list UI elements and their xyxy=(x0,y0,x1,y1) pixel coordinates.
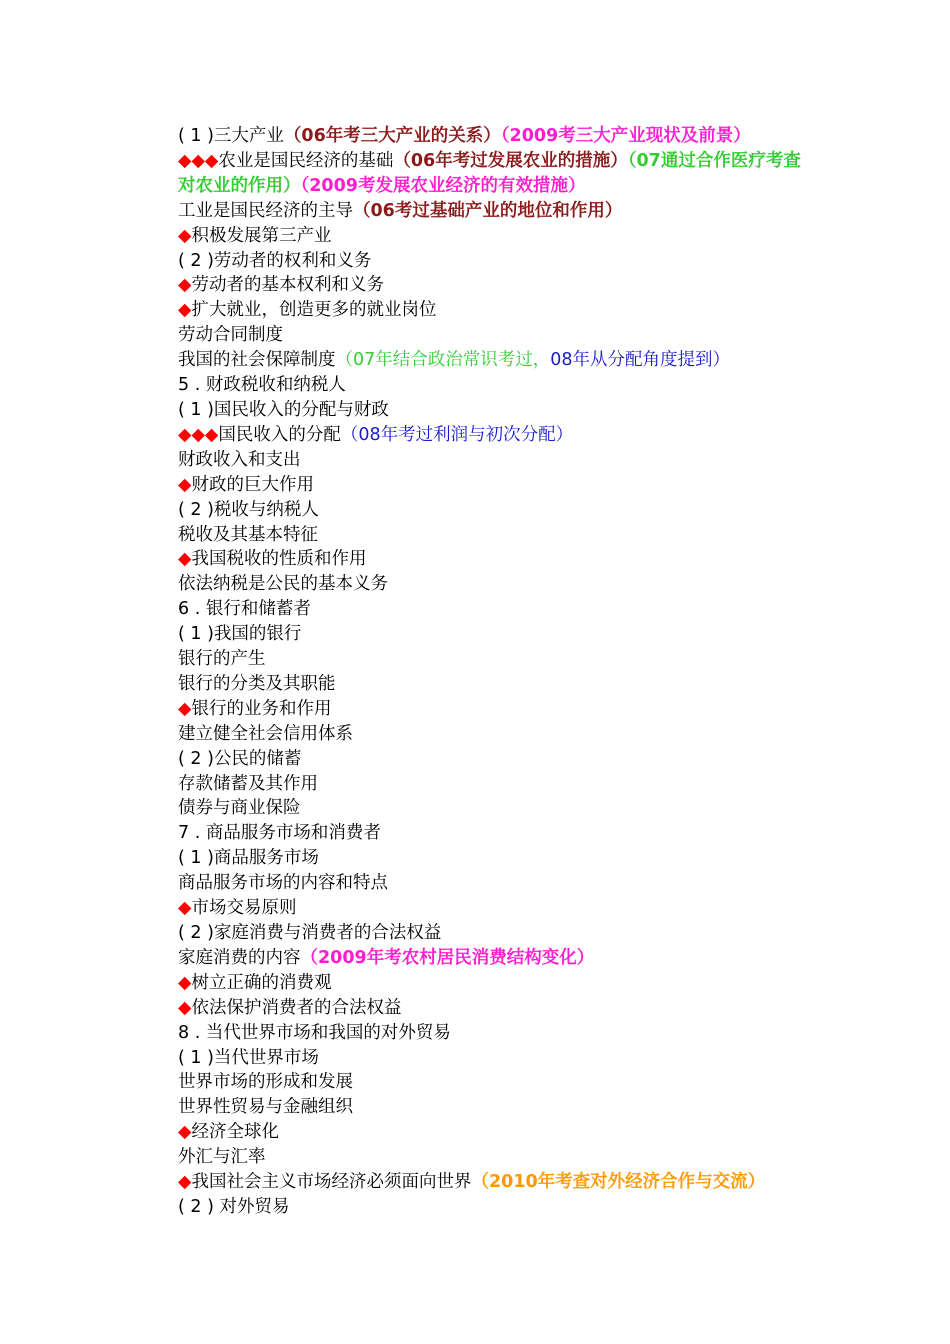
diamond-bullet-icon: ◆ xyxy=(178,474,192,495)
outline-line xyxy=(178,697,818,722)
line-text: 建立健全社会信用体系 xyxy=(178,723,353,744)
line-text: 6 . 银行和储蓄者 xyxy=(178,599,311,620)
exam-note: （06考过基础产业的地位和作用） xyxy=(353,200,623,221)
outline-line xyxy=(178,1170,818,1195)
line-text: 树立正确的消费观 xyxy=(191,972,332,993)
outline-line xyxy=(178,846,818,871)
exam-note: （2009年考农村居民消费结构变化） xyxy=(300,947,595,968)
outline-line xyxy=(178,572,818,597)
line-text: 世界市场的形成和发展 xyxy=(178,1072,353,1093)
outline-line xyxy=(178,323,818,348)
line-text: 依法保护消费者的合法权益 xyxy=(191,997,402,1018)
line-text: 银行的产生 xyxy=(178,649,266,670)
line-text: 税收及其基本特征 xyxy=(178,524,318,545)
outline-line xyxy=(178,523,818,548)
outline-line xyxy=(178,348,818,373)
line-text: 国民收入的分配 xyxy=(218,424,341,445)
exam-note: （2009考三大产业现状及前景） xyxy=(500,126,751,146)
line-text: 我国税收的性质和作用 xyxy=(191,549,367,570)
outline-line xyxy=(178,423,818,448)
outline-line xyxy=(178,448,818,473)
line-text: 银行的业务和作用 xyxy=(191,698,332,719)
line-text: 财政收入和支出 xyxy=(178,449,301,470)
outline-line xyxy=(178,597,818,622)
outline-line xyxy=(178,821,818,846)
line-text: 市场交易原则 xyxy=(191,898,297,919)
line-text: 积极发展第三产业 xyxy=(191,225,332,246)
line-text: ( 1 )国民收入的分配与财政 xyxy=(178,399,389,420)
diamond-bullet-icon: ◆ xyxy=(178,300,192,321)
diamond-bullet-icon: ◆ xyxy=(178,698,192,719)
outline-line xyxy=(178,921,818,946)
exam-note: （08年考过利润与初次分配） xyxy=(340,424,574,445)
outline-line xyxy=(178,547,818,572)
outline-line xyxy=(178,273,818,298)
line-text: 世界性贸易与金融组织 xyxy=(178,1097,353,1118)
line-text: 外汇与汇率 xyxy=(178,1147,266,1168)
line-text: 扩大就业，创造更多的就业岗位 xyxy=(191,300,437,321)
outline-line xyxy=(178,1195,818,1220)
line-text: 债券与商业保险 xyxy=(178,798,301,819)
line-text: ( 1 )商品服务市场 xyxy=(178,848,319,869)
outline-line xyxy=(178,647,818,672)
line-text: 劳动者的基本权利和义务 xyxy=(191,275,384,296)
line-text: 8 . 当代世界市场和我国的对外贸易 xyxy=(178,1022,451,1043)
outline-line xyxy=(178,249,818,274)
line-text: 依法纳税是公民的基本义务 xyxy=(178,574,388,595)
outline-content xyxy=(178,124,818,1220)
exam-note: 08年从分配角度提到） xyxy=(550,350,731,371)
outline-line xyxy=(178,946,818,971)
outline-line xyxy=(178,1021,818,1046)
diamond-bullet-icon: ◆ xyxy=(178,898,192,919)
line-text: 劳动合同制度 xyxy=(178,325,283,346)
line-text: ( 2 )税收与纳税人 xyxy=(178,499,319,520)
outline-line xyxy=(178,1145,818,1170)
diamond-bullet-icon: ◆ xyxy=(178,275,192,296)
outline-line xyxy=(178,772,818,797)
outline-line xyxy=(178,124,818,149)
line-text: 5 . 财政税收和纳税人 xyxy=(178,375,346,396)
diamond-bullet-icon: ◆ xyxy=(178,549,192,570)
outline-line xyxy=(178,996,818,1021)
outline-line xyxy=(178,224,818,249)
line-text: ( 2 )公民的储蓄 xyxy=(178,748,302,769)
line-text: 7 . 商品服务市场和消费者 xyxy=(178,823,381,844)
outline-line xyxy=(178,622,818,647)
line-text: ( 2 )家庭消费与消费者的合法权益 xyxy=(178,923,442,943)
outline-line xyxy=(178,1046,818,1071)
exam-note: （2009考发展农业经济的有效措施） xyxy=(300,175,586,196)
line-text: 经济全球化 xyxy=(191,1122,279,1143)
line-text: 我国的社会保障制度 xyxy=(178,350,336,371)
diamond-bullet-icon: ◆ xyxy=(178,225,192,246)
diamond-bullet-icon: ◆ xyxy=(178,972,192,993)
line-text: 工业是国民经济的主导 xyxy=(178,200,353,221)
outline-line xyxy=(178,298,818,323)
line-text: 银行的分类及其职能 xyxy=(178,673,336,694)
line-text: 存款储蓄及其作用 xyxy=(178,773,318,794)
outline-line xyxy=(178,1070,818,1095)
outline-line xyxy=(178,796,818,821)
line-text: ( 2 )劳动者的权利和义务 xyxy=(178,250,372,271)
outline-line xyxy=(178,896,818,921)
outline-line xyxy=(178,373,818,398)
outline-line xyxy=(178,149,818,199)
outline-line xyxy=(178,871,818,896)
outline-line xyxy=(178,747,818,772)
line-text: 商品服务市场的内容和特点 xyxy=(178,873,388,894)
line-text: ( 1 )三大产业 xyxy=(178,126,284,146)
outline-line xyxy=(178,1095,818,1120)
diamond-bullet-icon: ◆ xyxy=(178,1122,192,1143)
outline-line xyxy=(178,498,818,523)
line-text: 我国社会主义市场经济必须面向世界 xyxy=(191,1172,472,1193)
outline-line xyxy=(178,722,818,747)
diamond-bullet-icon: ◆◆◆ xyxy=(178,150,219,171)
outline-line xyxy=(178,1120,818,1145)
exam-note: （2010年考查对外经济合作与交流） xyxy=(471,1172,766,1193)
outline-line xyxy=(178,672,818,697)
line-text: 农业是国民经济的基础 xyxy=(218,150,394,171)
exam-note: （07通过合作医疗考查对农业的作用） xyxy=(178,150,801,196)
outline-line xyxy=(178,398,818,423)
line-text: 财政的巨大作用 xyxy=(191,474,314,495)
line-text: ( 1 )当代世界市场 xyxy=(178,1047,319,1068)
outline-line xyxy=(178,199,818,224)
line-text: 家庭消费的内容 xyxy=(178,947,301,968)
outline-line xyxy=(178,473,818,498)
diamond-bullet-icon: ◆ xyxy=(178,997,192,1018)
diamond-bullet-icon: ◆◆◆ xyxy=(178,424,219,445)
outline-line xyxy=(178,971,818,996)
exam-note: （06年考过发展农业的措施） xyxy=(393,150,628,171)
line-text: ( 1 )我国的银行 xyxy=(178,624,302,645)
diamond-bullet-icon: ◆ xyxy=(178,1172,192,1193)
line-text: ( 2 ) 对外贸易 xyxy=(178,1196,290,1217)
exam-note: （07年结合政治常识考过， xyxy=(335,350,551,371)
exam-note: （06年考三大产业的关系） xyxy=(283,126,501,146)
